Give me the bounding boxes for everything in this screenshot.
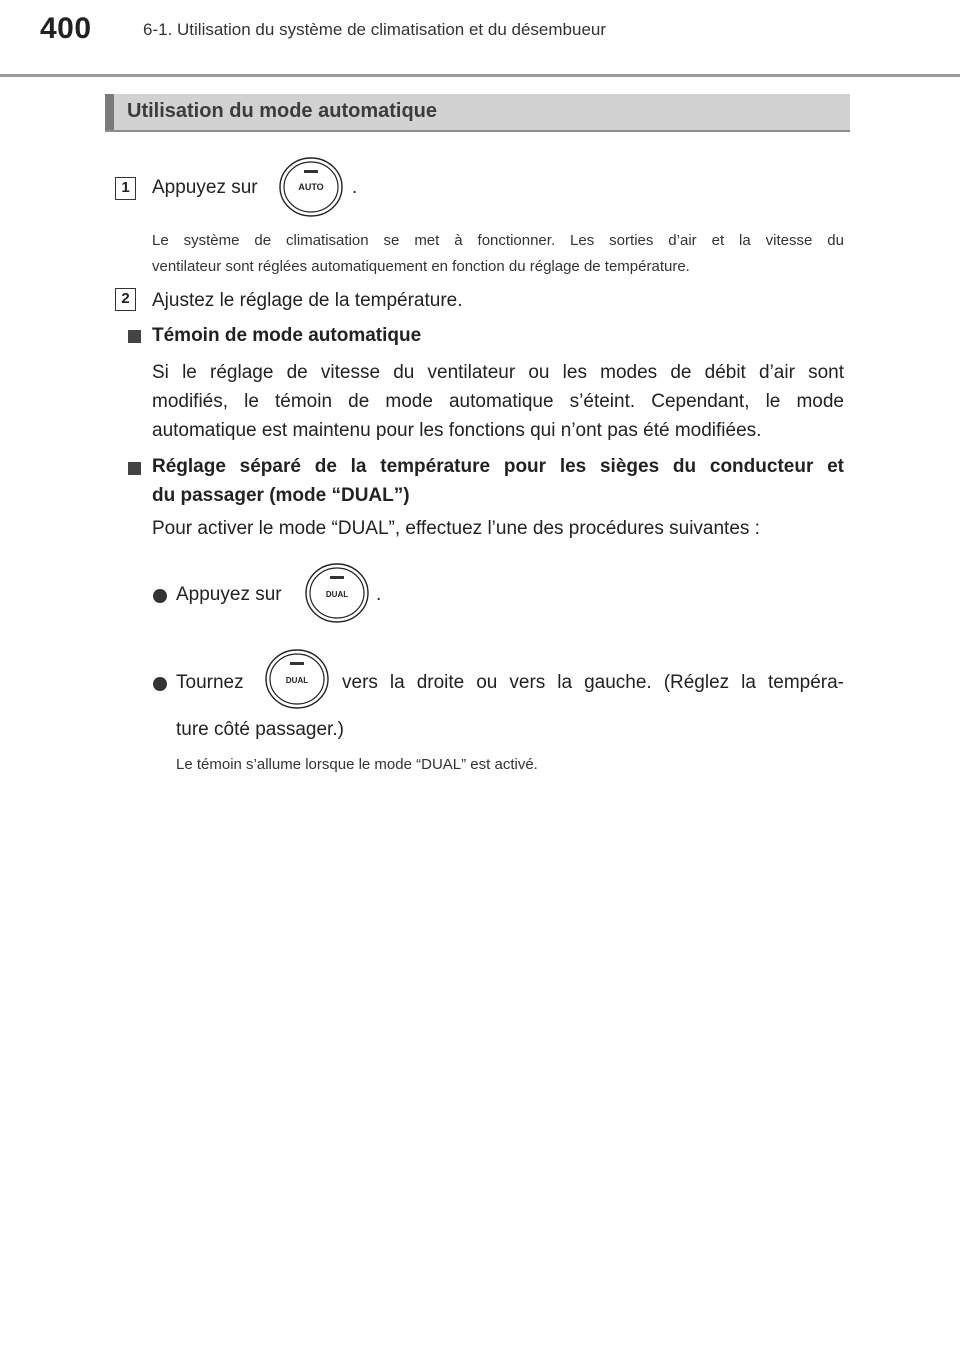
- step1-note-line1: Le système de climatisation se met à fonctionner. Les sorties d’air et la vitesse du: [152, 232, 844, 249]
- dual-option1-text-after: .: [376, 584, 382, 605]
- circle-bullet-icon: [153, 589, 167, 603]
- dual-heading-line2: du passager (mode “DUAL”): [152, 485, 410, 506]
- dual-heading-line1: Réglage séparé de la température pour les sièges du conducteur et: [152, 456, 844, 477]
- dual-option2-text-before: Tournez: [176, 672, 244, 693]
- auto-indicator-line2: modifiés, le témoin de mode automatique s’éteint. Cependant, le mode: [152, 391, 844, 412]
- dual-option2-text-after: vers la droite ou vers la gauche. (Réglez la tempéra-: [342, 672, 844, 693]
- auto-indicator-line1: Si le réglage de vitesse du ventilateur ou les modes de débit d’air sont: [152, 362, 844, 383]
- dual-intro: Pour activer le mode “DUAL”, effectuez l’une des procédures suivantes :: [152, 518, 760, 539]
- section-accent: [105, 94, 114, 130]
- auto-button-icon: [278, 156, 344, 218]
- step-number-2: 2: [115, 288, 136, 311]
- step1-text-after: .: [352, 177, 358, 198]
- dual-knob-label: DUAL: [285, 676, 309, 685]
- square-bullet-icon: [128, 330, 141, 343]
- auto-knob-label: AUTO: [298, 182, 324, 192]
- dual-knob-icon: [264, 648, 330, 710]
- running-header: 6-1. Utilisation du système de climatisation et du désembueur: [143, 20, 607, 39]
- step1-text-before: Appuyez sur: [152, 177, 258, 198]
- dual-knob-label: DUAL: [325, 590, 349, 599]
- dual-option2-line2: ture côté passager.): [176, 719, 344, 740]
- section-heading-bar: [105, 94, 850, 132]
- circle-bullet-icon: [153, 677, 167, 691]
- dual-note: Le témoin s’allume lorsque le mode “DUAL” est activé.: [176, 756, 538, 773]
- step2-text: Ajustez le réglage de la température.: [152, 290, 463, 311]
- step1-note-line2: ventilateur sont réglées automatiquement en fonction du réglage de température.: [152, 258, 690, 275]
- section-title: Utilisation du mode automatique: [127, 100, 438, 122]
- square-bullet-icon: [128, 462, 141, 475]
- page-number: 400: [40, 12, 92, 45]
- header-rule: [0, 74, 960, 77]
- dual-option1-text-before: Appuyez sur: [176, 584, 282, 605]
- step-number-1: 1: [115, 177, 136, 200]
- dual-button-icon: [304, 562, 370, 624]
- auto-indicator-line3: automatique est maintenu pour les fonctions qui n’ont pas été modifiées.: [152, 420, 762, 441]
- auto-indicator-heading: Témoin de mode automatique: [152, 325, 422, 346]
